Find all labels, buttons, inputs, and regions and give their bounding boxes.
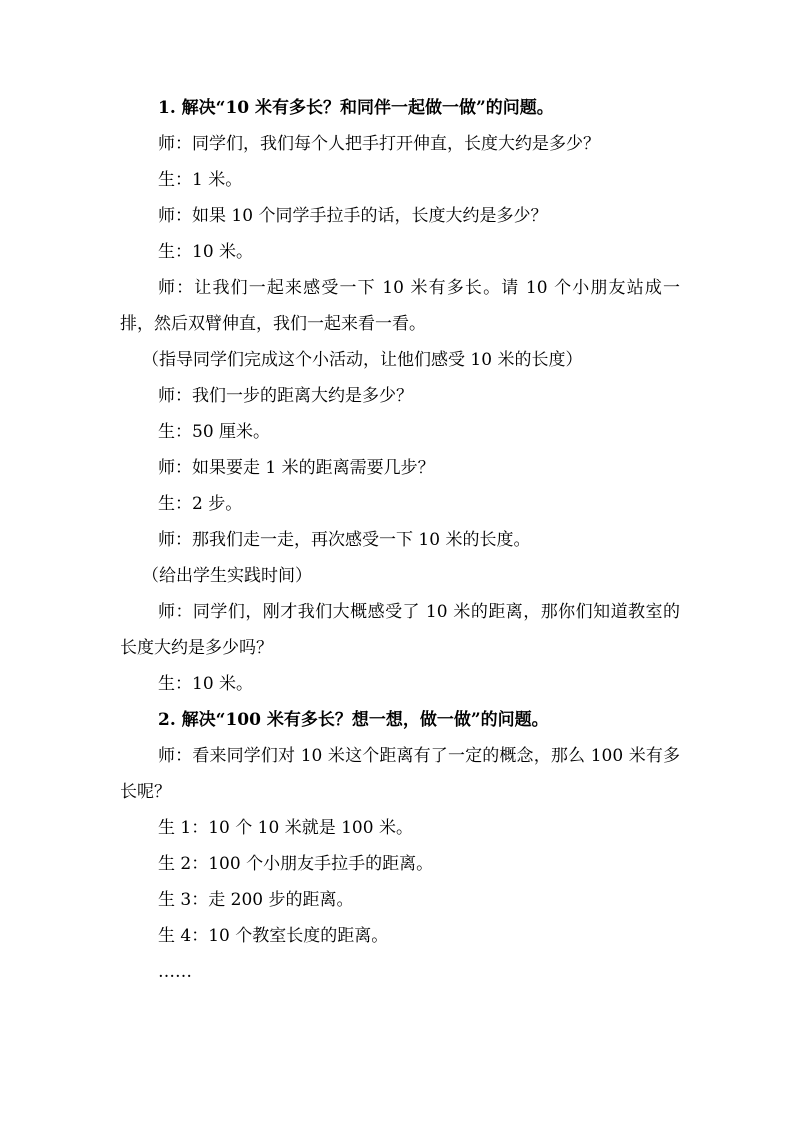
student-line: 生：10 米。 <box>158 674 254 694</box>
student-line: 生：1 米。 <box>158 170 243 190</box>
teacher-line: 师：让我们一起来感受一下 10 米有多长。请 10 个小朋友站成一排，然后双臂伸直，我们一起来看一看。 <box>120 278 680 334</box>
student-line: 生：50 厘米。 <box>158 422 271 442</box>
student-line: 生：2 步。 <box>158 494 243 514</box>
teacher-line: 师：如果要走 1 米的距离需要几步？ <box>158 458 435 478</box>
teacher-line: 师：我们一步的距离大约是多少？ <box>158 386 413 406</box>
student-line: 生 3：走 200 步的距离。 <box>158 890 354 910</box>
activity-note: （给出学生实践时间） <box>142 566 312 586</box>
student-line: 生：10 米。 <box>158 242 254 262</box>
student-line: 生 2：100 个小朋友手拉手的距离。 <box>158 854 434 874</box>
teacher-line: 师：同学们，刚才我们大概感受了 10 米的距离，那你们知道教室的长度大约是多少吗？ <box>120 602 680 658</box>
teacher-line: 师：如果 10 个同学手拉手的话，长度大约是多少？ <box>158 206 548 226</box>
activity-note: （指导同学们完成这个小活动，让他们感受 10 米的长度） <box>142 350 583 370</box>
ellipsis: …… <box>158 962 192 982</box>
lesson-transcript <box>120 90 680 990</box>
section-heading-2: 2. 解决“100 米有多长？想一想，做一做”的问题。 <box>158 710 549 730</box>
teacher-line: 师：同学们，我们每个人把手打开伸直，长度大约是多少？ <box>158 134 600 154</box>
teacher-line: 师：那我们走一走，再次感受一下 10 米的长度。 <box>158 530 531 550</box>
student-line: 生 4：10 个教室长度的距离。 <box>158 926 389 946</box>
teacher-line: 师：看来同学们对 10 米这个距离有了一定的概念，那么 100 米有多长呢？ <box>120 746 680 802</box>
section-heading-1: 1. 解决“10 米有多长？和同伴一起做一做”的问题。 <box>158 98 554 118</box>
student-line: 生 1：10 个 10 米就是 100 米。 <box>158 818 413 838</box>
